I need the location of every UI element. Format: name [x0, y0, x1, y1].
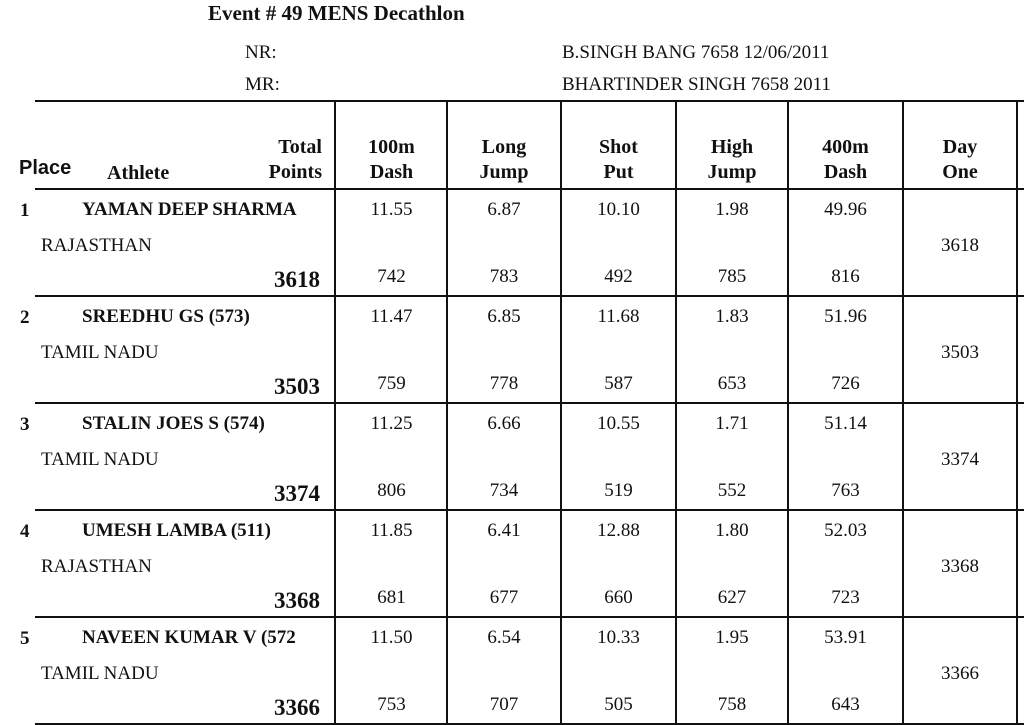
event-points: 742 — [377, 266, 406, 287]
header-100m-dash: 100m Dash — [368, 136, 415, 183]
event-mark: 12.88 — [597, 520, 640, 541]
header-day-one: Day One — [942, 136, 978, 183]
event-mark: 1.95 — [715, 627, 749, 648]
row-divider — [35, 295, 1024, 297]
column-divider — [1016, 101, 1018, 724]
event-mark: 11.25 — [370, 413, 413, 434]
header-long-jump: Long Jump — [479, 136, 529, 183]
athlete-team: TAMIL NADU — [41, 342, 159, 363]
event-mark: 6.87 — [487, 199, 521, 220]
total-points: 3366 — [274, 695, 320, 720]
athlete-team: TAMIL NADU — [41, 449, 159, 470]
athlete-place: 4 — [20, 521, 30, 542]
event-mark: 11.47 — [370, 306, 413, 327]
event-mark: 49.96 — [824, 199, 867, 220]
table-top-border — [35, 100, 1024, 102]
event-mark: 10.10 — [597, 199, 640, 220]
event-mark: 51.96 — [824, 306, 867, 327]
event-mark: 52.03 — [824, 520, 867, 541]
day-one-total: 3374 — [941, 449, 979, 470]
event-mark: 10.55 — [597, 413, 640, 434]
event-points: 734 — [489, 480, 519, 501]
athlete-place: 3 — [20, 414, 30, 435]
row-divider — [35, 402, 1024, 404]
athlete-team: RAJASTHAN — [41, 556, 152, 577]
event-points: 660 — [604, 587, 633, 608]
athlete-name: UMESH LAMBA (511) — [82, 520, 271, 541]
event-mark: 10.33 — [597, 627, 640, 648]
event-points: 519 — [604, 480, 633, 501]
event-mark: 6.85 — [487, 306, 521, 327]
athlete-place: 5 — [20, 628, 30, 649]
event-points: 758 — [717, 694, 747, 715]
event-mark: 1.71 — [715, 413, 749, 434]
athlete-name: STALIN JOES S (574) — [82, 413, 265, 434]
national-record-value: B.SINGH BANG 7658 12/06/2011 — [562, 42, 830, 63]
event-title: Event # 49 MENS Decathlon — [208, 1, 465, 25]
column-divider — [902, 101, 904, 724]
event-mark: 6.41 — [487, 520, 521, 541]
event-points: 552 — [717, 480, 747, 501]
event-points: 763 — [831, 480, 860, 501]
event-mark: 1.80 — [715, 520, 749, 541]
national-record-label: NR: — [245, 42, 277, 63]
event-points: 783 — [489, 266, 519, 287]
row-divider — [35, 509, 1024, 511]
event-points: 587 — [604, 373, 633, 394]
event-points: 505 — [604, 694, 633, 715]
event-points: 806 — [377, 480, 406, 501]
meet-record-value: BHARTINDER SINGH 7658 2011 — [562, 74, 831, 95]
event-mark: 11.68 — [597, 306, 640, 327]
event-mark: 6.54 — [487, 627, 521, 648]
header-athlete: Athlete — [107, 162, 170, 184]
header-shot-put: Shot Put — [599, 136, 638, 183]
event-points: 707 — [489, 694, 519, 715]
athlete-team: TAMIL NADU — [41, 663, 159, 684]
athlete-place: 2 — [20, 307, 30, 328]
header-400m-dash: 400m Dash — [822, 136, 869, 183]
column-divider — [334, 101, 336, 724]
athlete-place: 1 — [20, 200, 30, 221]
athlete-name: SREEDHU GS (573) — [82, 306, 250, 327]
event-mark: 6.66 — [487, 413, 521, 434]
event-mark: 1.83 — [715, 306, 749, 327]
header-bottom-border — [35, 188, 1024, 190]
event-points: 816 — [831, 266, 860, 287]
total-points: 3503 — [274, 374, 320, 399]
event-points: 492 — [604, 266, 633, 287]
total-points: 3618 — [274, 267, 320, 292]
row-divider — [35, 616, 1024, 618]
event-points: 723 — [831, 587, 860, 608]
day-one-total: 3503 — [941, 342, 979, 363]
total-points: 3368 — [274, 588, 320, 613]
total-points: 3374 — [274, 481, 320, 506]
day-one-total: 3366 — [941, 663, 979, 684]
event-mark: 11.50 — [370, 627, 413, 648]
event-points: 627 — [717, 587, 747, 608]
event-points: 681 — [377, 587, 406, 608]
athlete-name: NAVEEN KUMAR V (572 — [82, 627, 296, 648]
event-points: 726 — [831, 373, 860, 394]
event-mark: 53.91 — [824, 627, 867, 648]
event-mark: 51.14 — [824, 413, 867, 434]
event-points: 778 — [489, 373, 519, 394]
event-points: 677 — [489, 587, 519, 608]
event-mark: 1.98 — [715, 199, 749, 220]
event-points: 653 — [717, 373, 747, 394]
header-high-jump: High Jump — [707, 136, 757, 183]
athlete-team: RAJASTHAN — [41, 235, 152, 256]
event-points: 643 — [831, 694, 860, 715]
day-one-total: 3618 — [941, 235, 979, 256]
event-mark: 11.85 — [370, 520, 413, 541]
day-one-total: 3368 — [941, 556, 979, 577]
header-place: Place — [19, 157, 72, 179]
meet-record-label: MR: — [245, 74, 280, 95]
header-total-points: Total Points — [268, 136, 322, 183]
event-points: 785 — [717, 266, 747, 287]
athlete-name: YAMAN DEEP SHARMA — [82, 199, 297, 220]
event-points: 753 — [377, 694, 406, 715]
event-points: 759 — [377, 373, 406, 394]
event-mark: 11.55 — [370, 199, 413, 220]
